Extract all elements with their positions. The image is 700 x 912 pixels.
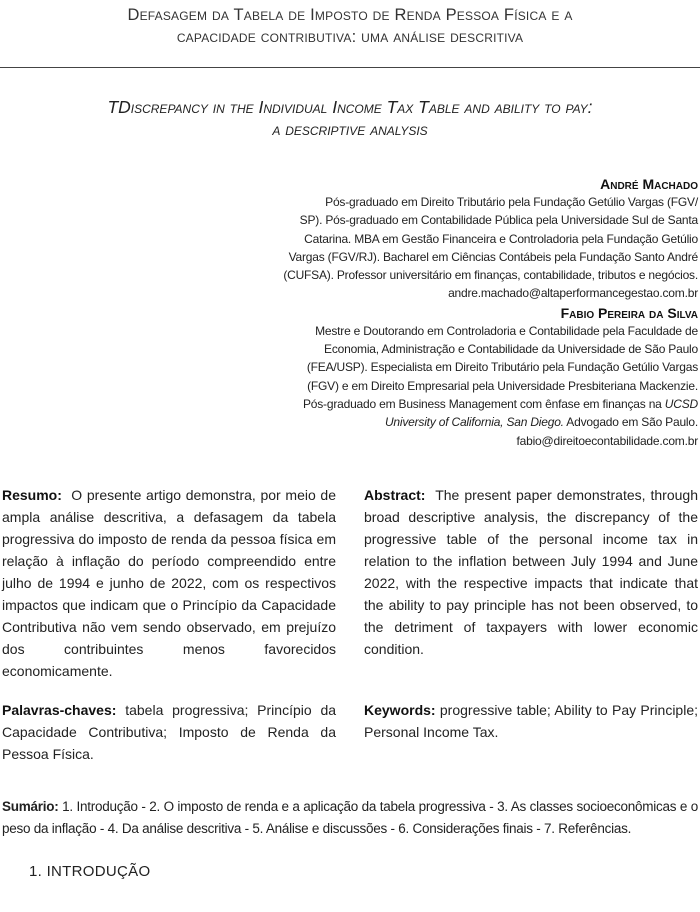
sumario-label: Sumário: [2, 799, 59, 814]
keywords-label: Keywords: [364, 702, 436, 718]
author-bio-line: Vargas (FGV/RJ). Bacharel em Ciências Contábeis pela Fundação Santo André [288, 249, 698, 264]
resumo-paragraph [2, 484, 336, 682]
bio-italic-text: UCSD [664, 396, 698, 411]
author-name-1: André Machado [600, 176, 698, 192]
english-title-line-1: TDiscrepancy in the Individual Income Tax Table and ability to pay: [107, 97, 593, 117]
author-bio-line: (FEA/USP). Especialista em Direito Tributário pela Fundação Getúlio Vargas [306, 360, 698, 375]
palavras-chaves-label: Palavras-chaves: [2, 702, 117, 718]
author-bio-line: Mestre e Doutorando em Controladoria e Contabilidade pela Faculdade de [315, 323, 698, 338]
palavras-chaves-text: tabela progressiva; Princípio da Capacidade Contributiva; Imposto de Renda da Pessoa Física. [2, 702, 337, 762]
abstract-paragraph [364, 484, 698, 660]
author-bio-line: Catarina. MBA em Gestão Financeira e Controladoria pela Fundação Getúlio [304, 231, 698, 246]
author-bio-line: (CUFSA). Professor universitário em finanças, contabilidade, tributos e negócios. [283, 268, 698, 283]
author-name-2: Fabio Pereira da Silva [560, 304, 698, 321]
author-bio-1 [238, 193, 698, 303]
resumo-label: Resumo: [2, 487, 62, 503]
section-heading-introducao: 1. INTRODUÇÃO [29, 863, 151, 880]
sumario-paragraph [2, 796, 698, 840]
abstract-text: The present paper demonstrates, through broad descriptive analysis, the discrepancy of the progressive table of the personal income tax in relation to the inflation between July 1994 and June 2022, with the respective impacts that indicate that the ability to pay principle has not been observed, to the detriment of taxpayers with lower economic condition. [364, 487, 698, 657]
bio-text: Advogado em São Paulo. [563, 415, 698, 430]
author-bio-2 [238, 322, 698, 450]
author-bio-line: (FGV) e em Direito Empresarial pela Universidade Presbiteriana Mackenzie. [307, 378, 698, 393]
bio-text: Pós-graduado em Business Management com ênfase em finanças na [302, 396, 665, 411]
keywords-paragraph [364, 699, 698, 743]
keywords-text: progressive table; Ability to Pay Principle; Personal Income Tax. [364, 702, 698, 740]
author-block [238, 175, 698, 450]
abstract-label: Abstract: [364, 487, 426, 503]
running-header-title [40, 4, 660, 48]
english-title [40, 96, 660, 140]
author-email-2[interactable]: fabio@direitoecontabilidade.com.br [516, 433, 698, 448]
author-bio-line: SP). Pós-graduado em Contabilidade Pública pela Universidade Sul de Santa [299, 213, 698, 228]
resumo-text: O presente artigo demonstra, por meio de ampla análise descritiva, a defasagem da tabela progressiva do imposto de renda da pessoa física em relação à inflação do período compreendido entre julho de 1994 e junho de 2022, com os respectivos impactos que indicam que o Princípio da Capacidade Contributiva não vem sendo observado, em prejuízo dos contribuintes menos favorecidos economicamente. [2, 487, 337, 679]
sumario-text: 1. Introdução - 2. O imposto de renda e a aplicação da tabela progressiva - 3. As classes socioeconômicas e o peso da inflação - 4. Da análise descritiva - 5. Análise e discussões - 6. Considerações finais - 7. Referências. [2, 799, 698, 836]
header-title-line-1: Defasagem da Tabela de Imposto de Renda Pessoa Física e a [127, 6, 573, 24]
palavras-chaves-paragraph [2, 699, 336, 765]
english-title-line-2: a descriptive analysis [272, 119, 428, 139]
author-bio-line [238, 413, 698, 431]
author-bio-line: Economia, Administração e Contabilidade da Universidade de São Paulo [324, 342, 698, 357]
header-title-line-2: capacidade contributiva: uma análise descritiva [176, 28, 524, 46]
author-bio-line [238, 395, 698, 413]
header-divider [0, 67, 700, 68]
author-email-1[interactable]: andre.machado@altaperformancegestao.com.br [448, 286, 698, 301]
bio-italic-text: University of California, San Diego. [384, 415, 564, 430]
author-bio-line: Pós-graduado em Direito Tributário pela Fundação Getúlio Vargas (FGV/ [325, 195, 698, 209]
